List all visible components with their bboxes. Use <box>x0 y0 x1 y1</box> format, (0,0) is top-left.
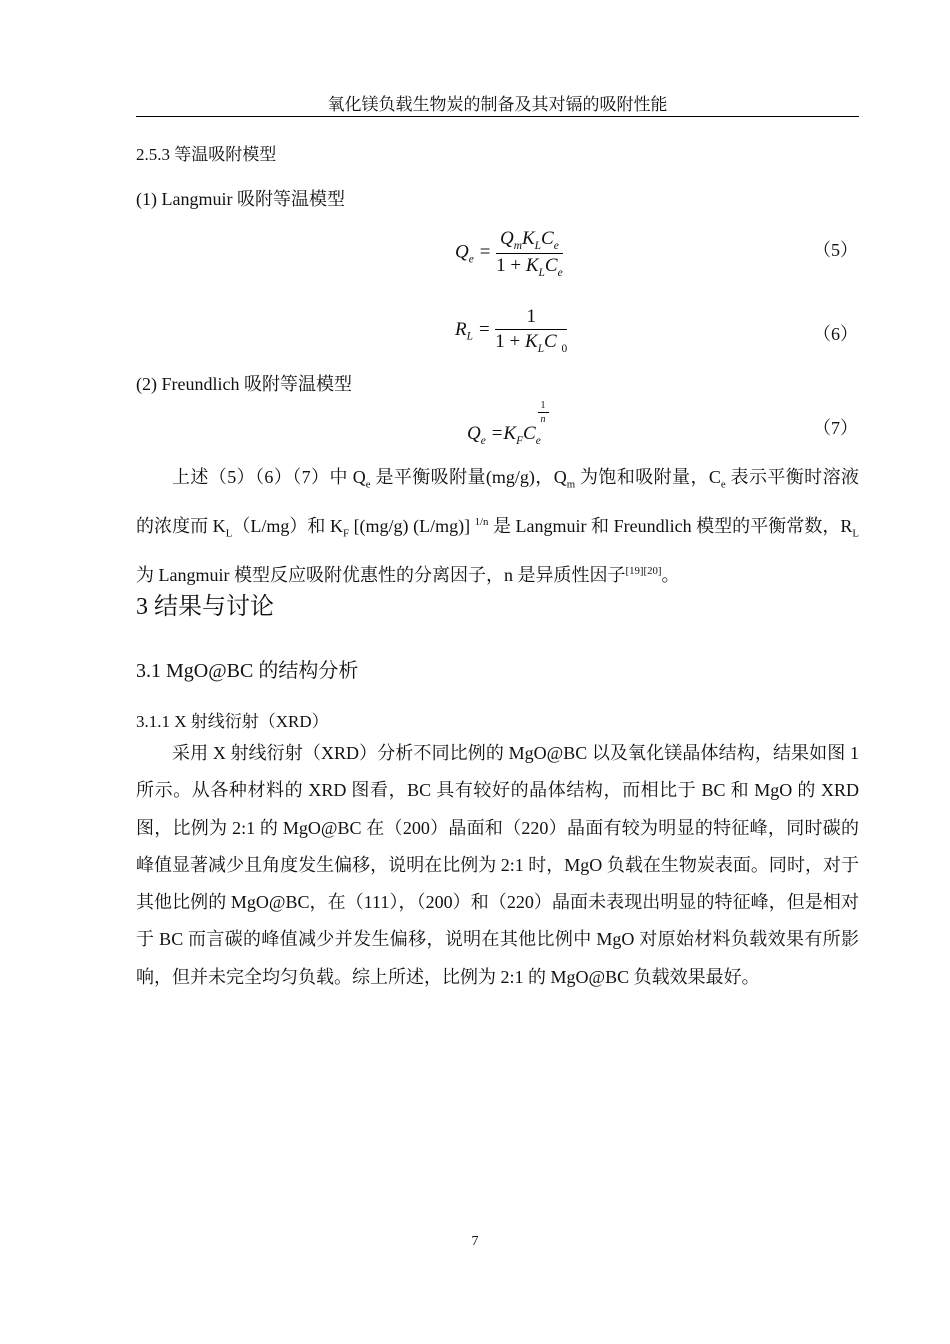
text-segment: 上述（5）（6）（7）中 Q <box>172 467 366 487</box>
page-number: 7 <box>471 1234 479 1249</box>
equation-5: $Q_e$ = $\frac{Q_mK_LC_e}{1 + K_LC_e}$ <box>455 228 563 279</box>
text-segment: 为 Langmuir 模型反应吸附优惠性的分离因子，n 是异质性因子 <box>136 564 626 585</box>
eq-lhs: Q <box>467 422 481 444</box>
text-segment: F <box>343 527 350 540</box>
sym-sub: F <box>516 434 524 447</box>
equation-7: $Q_e =K_FC_e$ $\frac{1}{n}$ <box>467 404 557 429</box>
eq-lhs: R <box>455 318 467 340</box>
exponent-fraction <box>538 400 549 425</box>
section-heading-3-1-1: 3.1.1 X 射线衍射（XRD） <box>136 712 329 731</box>
sym-sub: e <box>535 434 541 447</box>
sym: K <box>521 228 535 249</box>
text-segment: 是平衡吸附量(mg/g)，Q <box>370 467 567 487</box>
text-segment: [19][20] <box>625 564 662 577</box>
text-segment: [(mg/g) (L/mg)] <box>349 515 475 536</box>
numerator <box>496 228 563 254</box>
sym-sub: 0 <box>561 342 568 355</box>
eq-sub: L <box>466 330 473 343</box>
text-segment: L <box>225 527 233 540</box>
sym: K <box>503 422 517 444</box>
sym: C <box>541 228 554 249</box>
text-segment: 。 <box>661 564 680 585</box>
sym-sub: L <box>538 266 545 279</box>
sym: K <box>525 254 539 276</box>
sym: C <box>544 254 558 276</box>
numerator: 1 <box>495 306 567 330</box>
sym: 1 + <box>495 331 525 352</box>
exp-denominator: n <box>540 414 546 425</box>
paragraph-variable-definitions <box>136 459 859 594</box>
text-segment: e <box>720 478 726 491</box>
langmuir-model-label: (1) Langmuir 吸附等温模型 <box>136 189 345 209</box>
eq-sub: e <box>480 434 486 447</box>
text-segment: 为饱和吸附量，C <box>575 467 721 487</box>
section-heading-3-1: 3.1 MgO@BC 的结构分析 <box>136 660 359 682</box>
sym: C <box>523 422 536 444</box>
sym-sub: L <box>537 342 545 355</box>
sym: C <box>544 331 557 352</box>
denominator <box>495 330 567 355</box>
running-header: 氧化镁负载生物炭的制备及其对镉的吸附性能 <box>136 90 859 117</box>
text-segment: m <box>566 478 576 491</box>
fraction <box>496 228 563 279</box>
equation-number-6: （6） <box>813 324 858 344</box>
sym: Q <box>500 228 514 249</box>
sym-sub: m <box>513 239 522 252</box>
equation-6: $R_L$ = $\frac{1}{1 + K_LC _0}$ <box>455 306 568 355</box>
sym: K <box>525 331 538 352</box>
text-segment: e <box>365 478 371 491</box>
sym-sub: L <box>534 239 541 252</box>
denominator <box>496 254 563 279</box>
freundlich-model-label: (2) Freundlich 吸附等温模型 <box>136 374 352 394</box>
eq-sub: e <box>468 253 474 266</box>
fraction <box>495 306 567 355</box>
text-segment: 1/n <box>474 515 489 528</box>
text-segment: L <box>852 527 860 540</box>
equation-number-5: （5） <box>813 240 858 260</box>
section-heading-2-5-3: 2.5.3 等温吸附模型 <box>136 145 277 164</box>
text-segment: 是 Langmuir 和 Freundlich 模型的平衡常数，R <box>488 515 853 536</box>
eq-lhs: Q <box>455 241 469 263</box>
equation-number-7: （7） <box>813 418 858 438</box>
paragraph-xrd-analysis: 采用 X 射线衍射（XRD）分析不同比例的 MgO@BC 以及氧化镁晶体结构，结果如图 1 所示。从各种材料的 XRD 图看，BC 具有较好的晶体结构，而相比于 BC 和 MgO 的 XRD 图，比例为 2:1 的 MgO@BC 在（200）晶面和（220）晶面有较为明显的特征峰，同时碳的峰值显著减少且角度发生偏移，说明在比例为 2:1 时，MgO 负载在生物炭表面。同时，对于其他比例的 MgO@BC，在（111），（200）和（220）晶面未表现出明显的特征峰，但是相对于 BC 而言碳的峰值减少并发生偏移，说明在其他比例中 MgO 对原始材料负载效果有所影响，但并未完全均匀负载。综上所述，比例为 2:1 的 MgO@BC 负载效果最好。 <box>136 743 859 987</box>
sym-sub: e <box>557 266 563 279</box>
exp-numerator: 1 <box>538 400 549 413</box>
text-segment: （L/mg）和 K <box>232 515 344 536</box>
text-segment: 表示平衡时溶液的浓度而 K <box>136 467 859 536</box>
sym: 1 + <box>496 254 526 276</box>
sym-sub: e <box>553 239 559 252</box>
section-heading-3: 3 结果与讨论 <box>136 594 274 620</box>
